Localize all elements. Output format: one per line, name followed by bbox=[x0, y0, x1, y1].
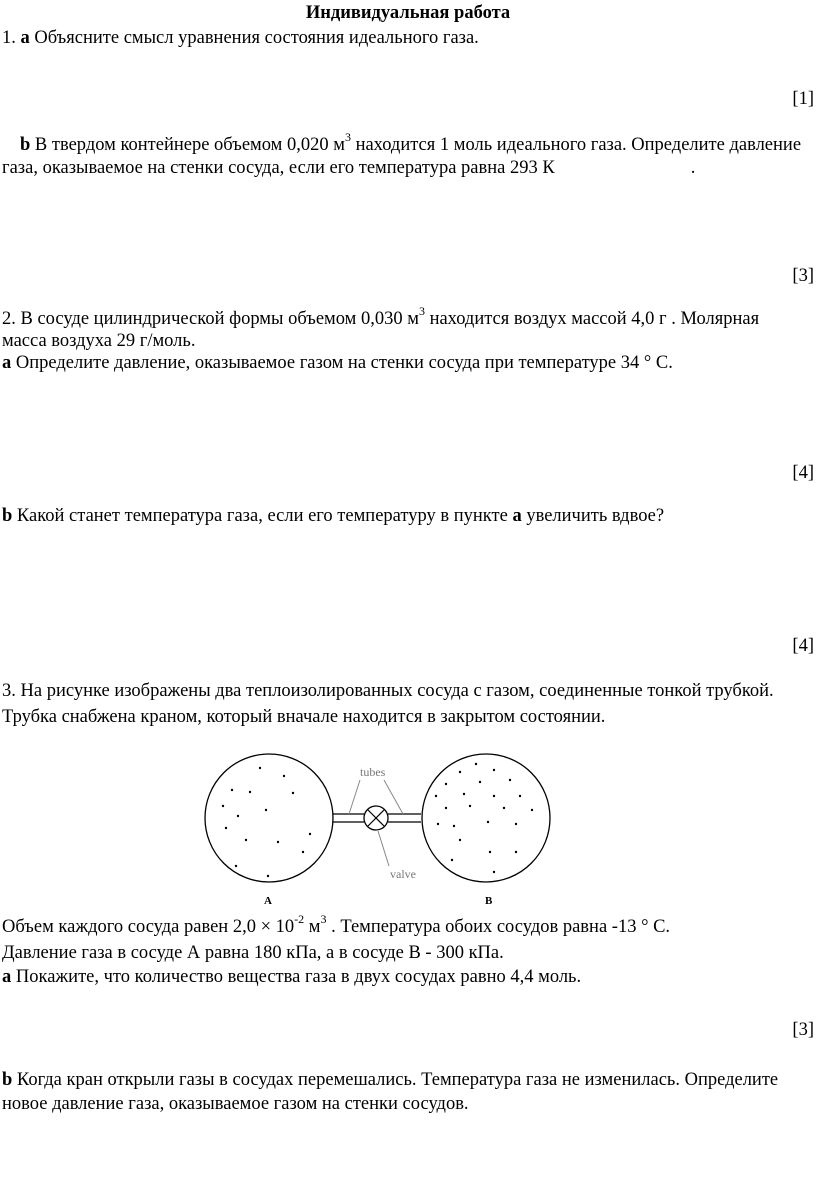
q2-b-mark: [4] bbox=[792, 636, 814, 656]
q1-a-mark: [1] bbox=[792, 89, 814, 109]
q3-a-mark: [3] bbox=[792, 1020, 814, 1040]
valve-icon bbox=[364, 806, 388, 830]
q2-b-label: b bbox=[2, 506, 13, 526]
q1-b-sup: 3 bbox=[344, 129, 351, 144]
q2-line1 bbox=[2, 303, 760, 330]
q1-number: 1. bbox=[2, 28, 16, 48]
valve-label: valve bbox=[390, 867, 416, 881]
q2-line2: масса воздуха 29 г/моль. bbox=[2, 331, 196, 351]
q3-info1-c: . Температура обоих сосудов равна -13 ° С. bbox=[326, 917, 671, 937]
q1-b-mark: [3] bbox=[792, 266, 814, 286]
q2-line1-b: находится воздух массой 4,0 г . Молярная bbox=[424, 309, 760, 329]
vessel-a-label: A bbox=[264, 895, 272, 907]
two-vessels-diagram bbox=[198, 748, 558, 908]
q1-a-text: Объясните смысл уравнения состояния идеального газа. bbox=[34, 28, 479, 48]
q2-line1-sup: 3 bbox=[418, 303, 425, 318]
q3-b-label: b bbox=[2, 1070, 13, 1090]
q1-b-line2: газа, оказываемое на стенки сосуда, если его температура равна 293 К bbox=[2, 158, 555, 178]
q2-b-text-1: Какой станет температура газа, если его температуру в пункте bbox=[12, 506, 513, 526]
q3-line2: Трубка снабжена краном, который вначале находится в закрытом состоянии. bbox=[2, 707, 606, 727]
q3-info1-sup: -2 bbox=[294, 911, 305, 926]
q1-b-dot: . bbox=[690, 158, 696, 178]
vessel-a bbox=[205, 754, 333, 882]
q3-a-label: а bbox=[2, 967, 12, 987]
vessel-a-particles bbox=[222, 767, 311, 877]
q2-b-text-2: увеличить вдвое? bbox=[521, 506, 665, 526]
q3-info1 bbox=[2, 911, 671, 938]
q2-a-mark: [4] bbox=[792, 463, 814, 483]
q1-part-b-line1 bbox=[20, 129, 802, 156]
q3-info1-a: Объем каждого сосуда равен 2,0 × 10 bbox=[2, 917, 295, 937]
q1-b-text-1: В твердом контейнере объемом 0,020 м bbox=[34, 135, 345, 155]
vessel-b-particles bbox=[435, 763, 533, 873]
q3-b-text: Когда кран открыли газы в сосудах перемешались. Температура газа не изменилась. Определите bbox=[12, 1070, 779, 1090]
q1-b-label: b bbox=[20, 135, 31, 155]
tubes-label: tubes bbox=[360, 765, 386, 779]
q2-part-a bbox=[2, 352, 673, 374]
q3-info1-sup2: 3 bbox=[320, 911, 327, 926]
q2-line1-a: 2. В сосуде цилиндрической формы объемом 0,030 м bbox=[2, 309, 419, 329]
q2-part-b bbox=[2, 505, 664, 527]
q1-a-label: а bbox=[20, 28, 30, 48]
q2-a-text: Определите давление, оказываемое газом на стенки сосуда при температуре 34 ° С. bbox=[11, 353, 673, 373]
q3-a-text: Покажите, что количество вещества газа в двух сосудах равно 4,4 моль. bbox=[11, 967, 582, 987]
q2-b-ref: а bbox=[512, 506, 522, 526]
q1-part-a bbox=[2, 27, 479, 49]
q1-part-b-line2 bbox=[2, 157, 695, 179]
q3-info2: Давление газа в сосуде А равна 180 кПа, а в сосуде В - 300 кПа. bbox=[2, 943, 504, 963]
vessel-b-label: B bbox=[485, 895, 493, 907]
q2-a-label: а bbox=[2, 353, 12, 373]
q3-line1: 3. На рисунке изображены два теплоизолированных сосуда с газом, соединенные тонкой трубкой. bbox=[2, 681, 774, 701]
q3-part-b bbox=[2, 1069, 778, 1091]
q1-b-text-2: находится 1 моль идеального газа. Определите давление bbox=[350, 135, 802, 155]
vessel-b bbox=[422, 754, 550, 882]
worksheet-title: Индивидуальная работа bbox=[305, 3, 511, 23]
q3-b-line2: новое давление газа, оказываемое газом на стенки сосудов. bbox=[2, 1094, 469, 1114]
q3-part-a bbox=[2, 966, 581, 988]
q3-info1-b: м bbox=[304, 917, 321, 937]
